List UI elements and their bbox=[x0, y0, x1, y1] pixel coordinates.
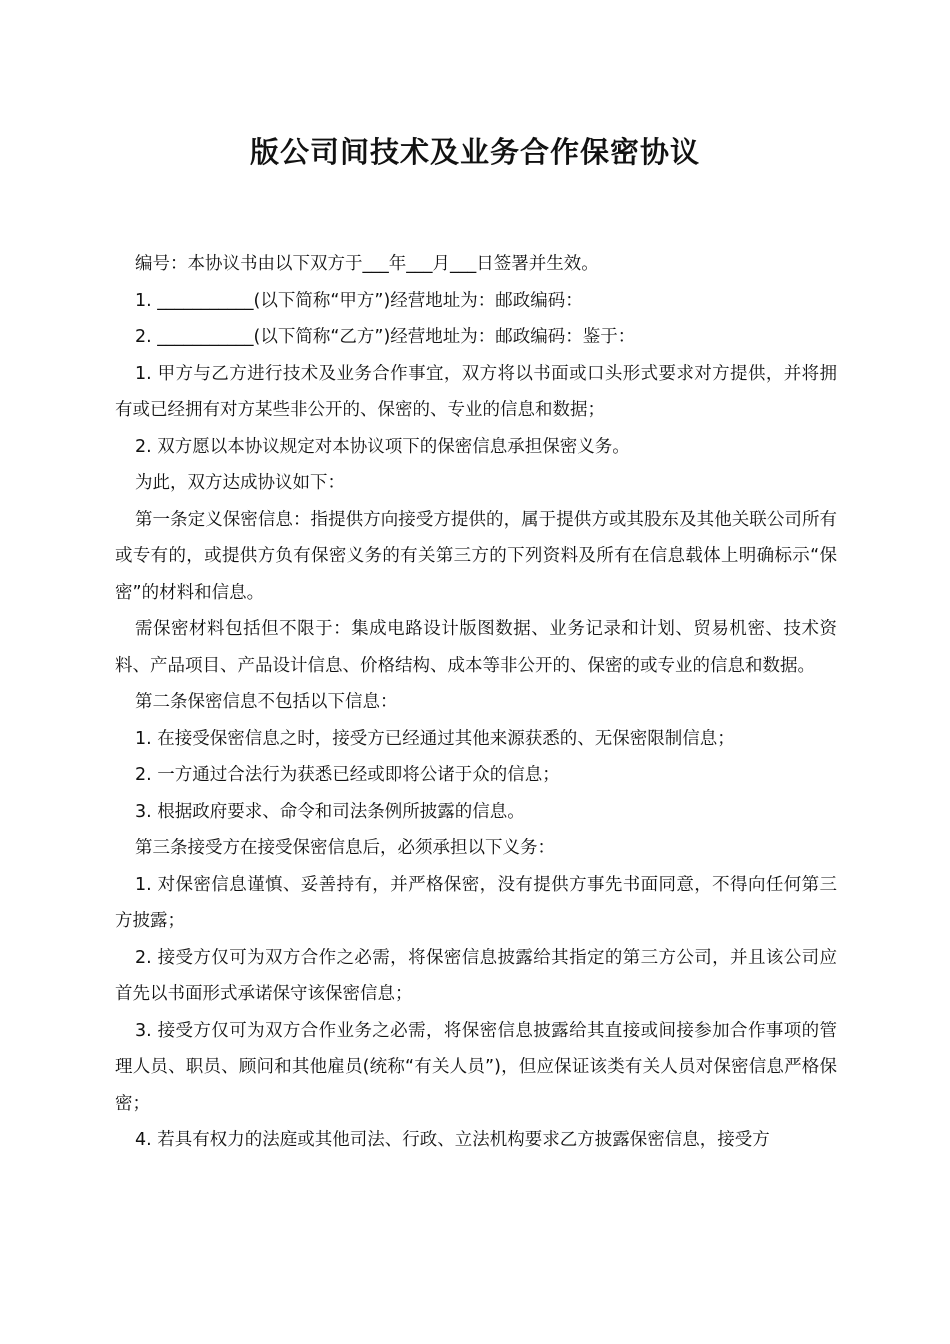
paragraph-whereas-1: 1. 甲方与乙方进行技术及业务合作事宜，双方将以书面或口头形式要求对方提供，并将拥有或已经拥有对方某些非公开的、保密的、专业的信息和数据； bbox=[115, 363, 837, 420]
paragraph-party-a: 1. ___________(以下简称“甲方”)经营地址为：邮政编码： bbox=[135, 290, 583, 311]
paragraph-article-3: 第三条接受方在接受保密信息后，必须承担以下义务： bbox=[135, 838, 555, 858]
paragraph-party-b: 2. ___________(以下简称“乙方”)经营地址为：邮政编码：鉴于： bbox=[135, 327, 636, 347]
paragraph-article-3-item-3: 3. 接受方仅可为双方合作业务之必需，将保密信息披露给其直接或间接参加合作事项的管理人员、职员、顾问和其他雇员(统称“有关人员”)，但应保证该类有关人员对保密信息严格保密； bbox=[115, 1020, 837, 1114]
document-title: 版公司间技术及业务合作保密协议 bbox=[249, 135, 700, 169]
paragraph-whereas-2: 2. 双方愿以本协议规定对本协议项下的保密信息承担保密义务。 bbox=[135, 436, 630, 457]
paragraph-article-2-item-1: 1. 在接受保密信息之时，接受方已经通过其他来源获悉的、无保密限制信息； bbox=[135, 728, 735, 749]
paragraph-article-3-item-2: 2. 接受方仅可为双方合作之必需，将保密信息披露给其指定的第三方公司，并且该公司应首先以书面形式承诺保守该保密信息； bbox=[115, 947, 837, 1004]
paragraph-article-3-item-4: 4. 若具有权力的法庭或其他司法、行政、立法机构要求乙方披露保密信息，接受方 bbox=[135, 1130, 770, 1150]
paragraph-article-3-item-1: 1. 对保密信息谨慎、妥善持有，并严格保密，没有提供方事先书面同意，不得向任何第三方披露； bbox=[115, 874, 837, 931]
paragraph-article-1: 第一条定义保密信息：指提供方向接受方提供的，属于提供方或其股东及其他关联公司所有或专有的，或提供方负有保密义务的有关第三方的下列资料及所有在信息载体上明确标示“保密”的材料和信息。 bbox=[115, 509, 837, 603]
paragraph-agreement-intro: 为此，双方达成协议如下： bbox=[135, 473, 345, 493]
paragraph-article-2: 第二条保密信息不包括以下信息： bbox=[135, 692, 398, 712]
paragraph-article-2-item-3: 3. 根据政府要求、命令和司法条例所披露的信息。 bbox=[135, 801, 525, 822]
paragraph-serial-number: 编号：本协议书由以下双方于___年___月___日签署并生效。 bbox=[135, 254, 599, 274]
document-body bbox=[115, 246, 837, 1159]
paragraph-confidential-materials: 需保密材料包括但不限于：集成电路设计版图数据、业务记录和计划、贸易机密、技术资料、产品项目、产品设计信息、价格结构、成本等非公开的、保密的或专业的信息和数据。 bbox=[115, 619, 837, 676]
paragraph-article-2-item-2: 2. 一方通过合法行为获悉已经或即将公诸于众的信息； bbox=[135, 765, 560, 785]
